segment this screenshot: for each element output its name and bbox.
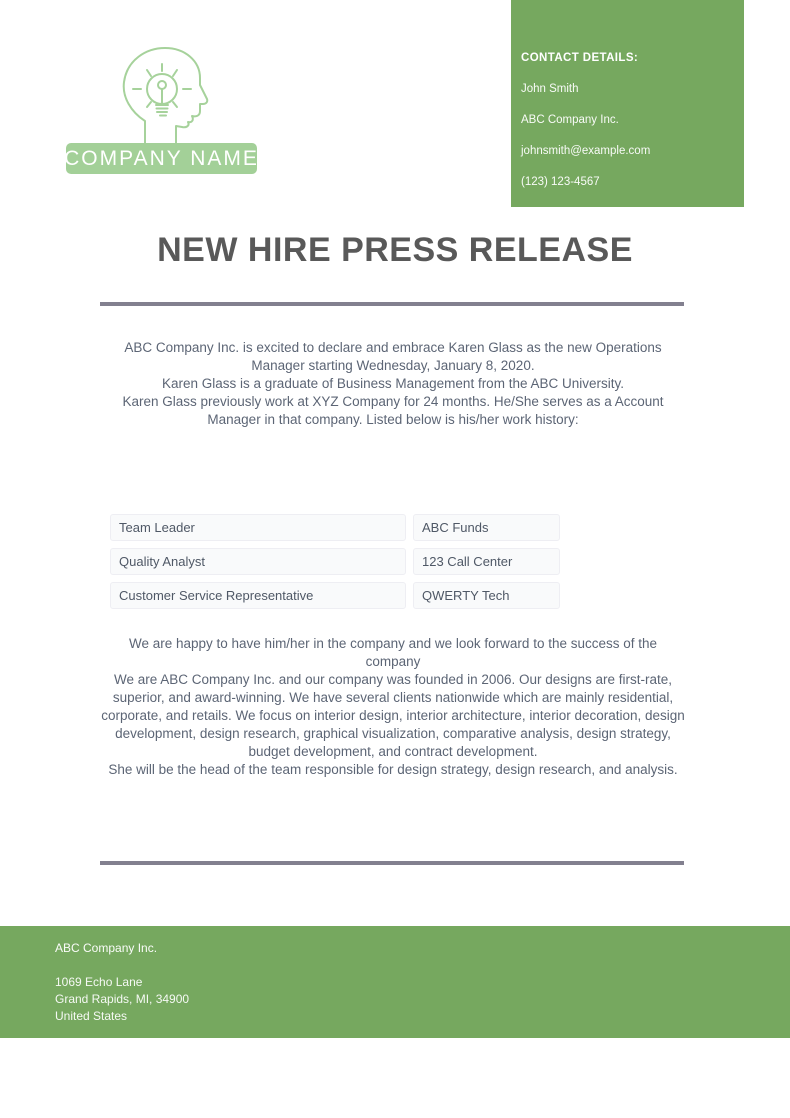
position-cell: Customer Service Representative bbox=[110, 582, 406, 609]
closing-line: She will be the head of the team responsible for design strategy, design research, and analysis. bbox=[108, 762, 678, 777]
table-row bbox=[110, 582, 580, 609]
company-cell: ABC Funds bbox=[413, 514, 560, 541]
company-cell: 123 Call Center bbox=[413, 548, 560, 575]
company-cell: QWERTY Tech bbox=[413, 582, 560, 609]
work-history-table bbox=[110, 514, 580, 616]
footer-address-line: Grand Rapids, MI, 34900 bbox=[55, 992, 190, 1006]
intro-line: Karen Glass is a graduate of Business Management from the ABC University. bbox=[162, 376, 624, 391]
contact-company: ABC Company Inc. bbox=[521, 114, 619, 126]
contact-heading: CONTACT DETAILS: bbox=[521, 52, 639, 64]
contact-name: John Smith bbox=[521, 83, 579, 95]
footer-address-line: United States bbox=[55, 1009, 128, 1023]
position-cell: Quality Analyst bbox=[110, 548, 406, 575]
page-title: NEW HIRE PRESS RELEASE bbox=[157, 231, 633, 269]
footer-address-line: 1069 Echo Lane bbox=[55, 975, 143, 989]
closing-line: We are happy to have him/her in the company and we look forward to the success of the company bbox=[128, 636, 658, 669]
intro-line: ABC Company Inc. is excited to declare and embrace Karen Glass as the new Operations Manager starting Wednesday, January 8, 2020. bbox=[124, 340, 662, 373]
table-row bbox=[110, 514, 580, 541]
contact-phone: (123) 123-4567 bbox=[521, 176, 600, 188]
intro-paragraph bbox=[100, 339, 686, 429]
company-name-banner bbox=[66, 143, 257, 174]
footer bbox=[0, 926, 790, 1038]
lightbulb-head-icon bbox=[115, 45, 215, 145]
table-row bbox=[110, 548, 580, 575]
divider-bottom bbox=[100, 861, 684, 865]
divider-top bbox=[100, 302, 684, 306]
closing-line: We are ABC Company Inc. and our company was founded in 2006. Our designs are first-rate, superior, and award-winning. We have several clients nationwide which are mainly residential, corporate, and retails. We focus on interior design, interior architecture, interior decoration, design development, design research, graphical visualization, comparative analysis, design strategy, budget development, and contract development. bbox=[101, 672, 685, 759]
footer-company-name: ABC Company Inc. bbox=[55, 941, 158, 955]
footer-address bbox=[55, 974, 790, 1025]
company-logo bbox=[0, 0, 320, 200]
position-cell: Team Leader bbox=[110, 514, 406, 541]
closing-paragraph bbox=[100, 635, 686, 779]
contact-email: johnsmith@example.com bbox=[521, 145, 651, 157]
intro-line: Karen Glass previously work at XYZ Company for 24 months. He/She serves as a Account Manager in that company. Listed below is his/her work history: bbox=[122, 394, 664, 427]
contact-details-box bbox=[511, 0, 744, 207]
company-name-text: COMPANY NAME bbox=[64, 146, 259, 170]
